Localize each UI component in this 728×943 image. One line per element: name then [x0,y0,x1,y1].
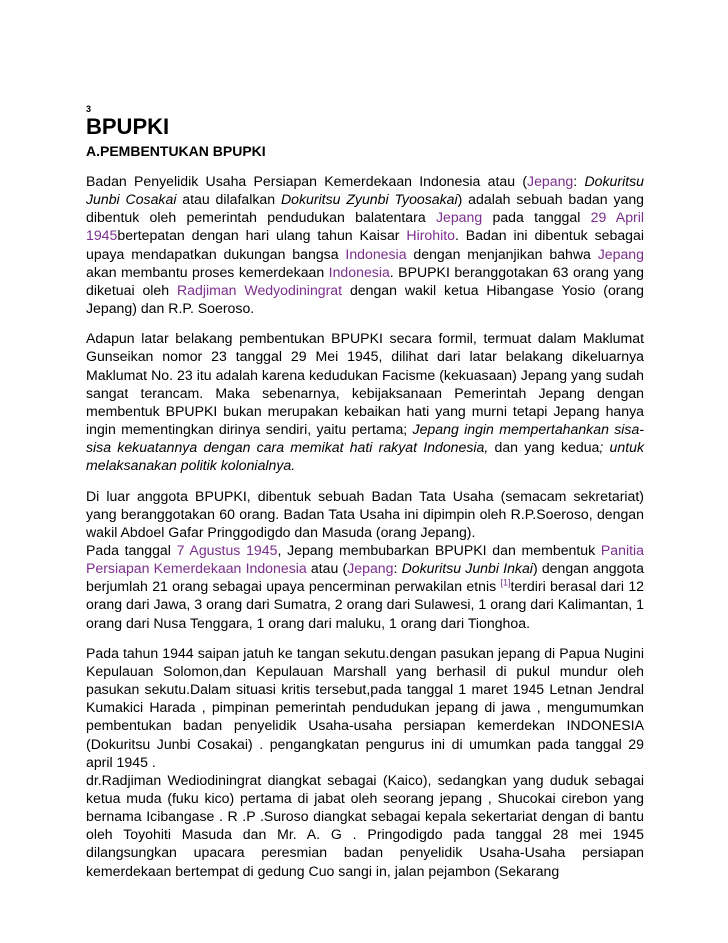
text-run: Pada tanggal [86,541,177,558]
italic-term: Dokuritsu Junbi Inkai [401,560,533,577]
text-run: bertepatan dengan hari ulang tahun Kaisar [117,227,407,244]
paragraph-6: dr.Radjiman Wediodiningrat diangkat sebagai (Kaico), sedangkan yang duduk sebagai ketua muda (fuku kico) pertama di jabat oleh seorang jepang , Shucokai cirebon yang bernama Icibangase . R .P .Suroso diangkat sebagai kepala sekertariat dengan di bantu oleh Toyohiti Masuda dan Mr. A. G . Pringodigdo pada tanggal 28 mei 1945 dilangsungkan upacara peresmian badan penyelidik Usaha-Usaha persiapan kemerdekaan bertempat di gedung Cuo sangi in, jalan pejambon (Sekarang [86,771,644,879]
section-heading: A.PEMBENTUKAN BPUPKI [86,143,266,159]
link-jepang[interactable]: Jepang [527,173,574,189]
italic-phrase: Jepang ingin mempertahankan sisa-sisa kekuatannya dengan cara memikat hati rakyat Indonesia, [86,421,644,456]
paragraph-1 [86,172,644,317]
text-run: , Jepang membubarkan BPUPKI dan membentuk [277,541,601,558]
text-run: . BPUPKI beranggotakan 63 orang yang diketuai oleh [86,263,645,298]
link-date[interactable]: 29 April 1945 [86,209,644,244]
text-run: Adapun latar belakang pembentukan BPUPKI secara formil, termuat dalam Maklumat Gunseikan nomor 23 tanggal 29 Mei 1945, dilihat dari latar belakang dikeluarnya Maklumat No. 23 itu adalah karena kedudukan Facisme (kekuasaan) Jepang yang sudah sangat terancam. Maka sebenarnya, kebijaksanaan Pemerintah Jepang dengan membentuk BPUPKI bukan merupakan kebaikan hati yang murni tetapi Jepang hanya ingin mementingkan dirinya sendiri, yaitu pertama; [86,330,644,438]
text-run: pada tanggal [482,209,591,226]
text-run: . Badan ini dibentuk sebagai upaya mendapatkan dukungan bangsa [86,227,644,262]
text-run: dengan menjanjikan bahwa [406,245,598,262]
italic-term: Dokuritsu Zyunbi Tyoosakai [280,191,458,208]
paragraph-2 [86,329,644,474]
text-run: dengan wakil ketua Hibangase Yosio (orang Jepang) dan R.P. Soeroso. [86,281,644,317]
link-jepang[interactable]: Jepang [597,245,644,262]
italic-term: Dokuritsu Junbi Cosakai [86,173,644,208]
text-run: atau dilafalkan [176,191,281,208]
text-run: akan membantu proses kemerdekaan [86,263,329,280]
link-indonesia[interactable]: Indonesia [345,245,407,262]
link-hirohito[interactable]: Hirohito [406,227,455,244]
text-run: ) adalah sebuah badan yang dibentuk oleh pemerintah pendudukan balatentara [86,191,645,226]
link-date[interactable]: 7 Agustus 1945 [176,541,278,558]
link-radjiman[interactable]: Radjiman Wedyodiningrat [176,281,343,298]
text-run: ) dengan anggota berjumlah 21 orang sebagai upaya pencerminan perwakilan etnis [86,560,644,595]
text-run: terdiri berasal dari 12 orang dari Jawa, 3 orang dari Sumatra, 2 orang dari Sulawesi, 1 orang dari Kalimantan, 1 orang dari Nusa Tenggara, 1 orang dari maluku, 1 orang dari Tionghoa. [86,578,645,631]
document-title: BPUPKI [86,114,170,139]
italic-phrase: ; untuk melaksanakan politik kolonialnya. [86,439,644,474]
document-body [86,172,644,892]
footnote-reference[interactable]: [1] [500,577,511,588]
link-jepang[interactable]: Jepang [347,560,394,577]
text-run: : [573,173,585,189]
paragraph-4 [86,541,644,632]
link-ppki[interactable]: Panitia Persiapan Kemerdekaan Indonesia [86,541,644,577]
text-run: atau ( [306,560,348,577]
paragraph-3: Di luar anggota BPUPKI, dibentuk sebuah Badan Tata Usaha (semacam sekretariat) yang beranggotakan 60 orang. Badan Tata Usaha ini dipimpin oleh R.P.Soeroso, dengan wakil Abdoel Gafar Pringgodigdo dan Masuda (orang Jepang). [86,487,644,540]
paragraph-5: Pada tahun 1944 saipan jatuh ke tangan sekutu.dengan pasukan jepang di Papua Nugini Kepulauan Solomon,dan Kepulauan Marshall yang berhasil di pukul mundur oleh pasukan sekutu.Dalam situasi kritis tersebut,pada tanggal 1 maret 1945 Letnan Jendral Kumakici Harada , pimpinan pemerintah pendudukan jepang di jawa , mengumumkan pembentukan badan penyelidik Usaha-usaha persiapan kemerdekan INDONESIA (Dokuritsu Junbi Cosakai) . pengangkatan pengurus ini di umumkan pada tanggal 29 april 1945 . [86,644,644,770]
text-run: Badan Penyelidik Usaha Persiapan Kemerdekaan Indonesia atau ( [86,173,528,189]
text-run: : [393,560,402,577]
link-indonesia[interactable]: Indonesia [328,263,390,280]
text-run: dan yang kedua [488,439,600,456]
link-jepang[interactable]: Jepang [435,209,483,226]
page-number: 3 [86,104,92,114]
